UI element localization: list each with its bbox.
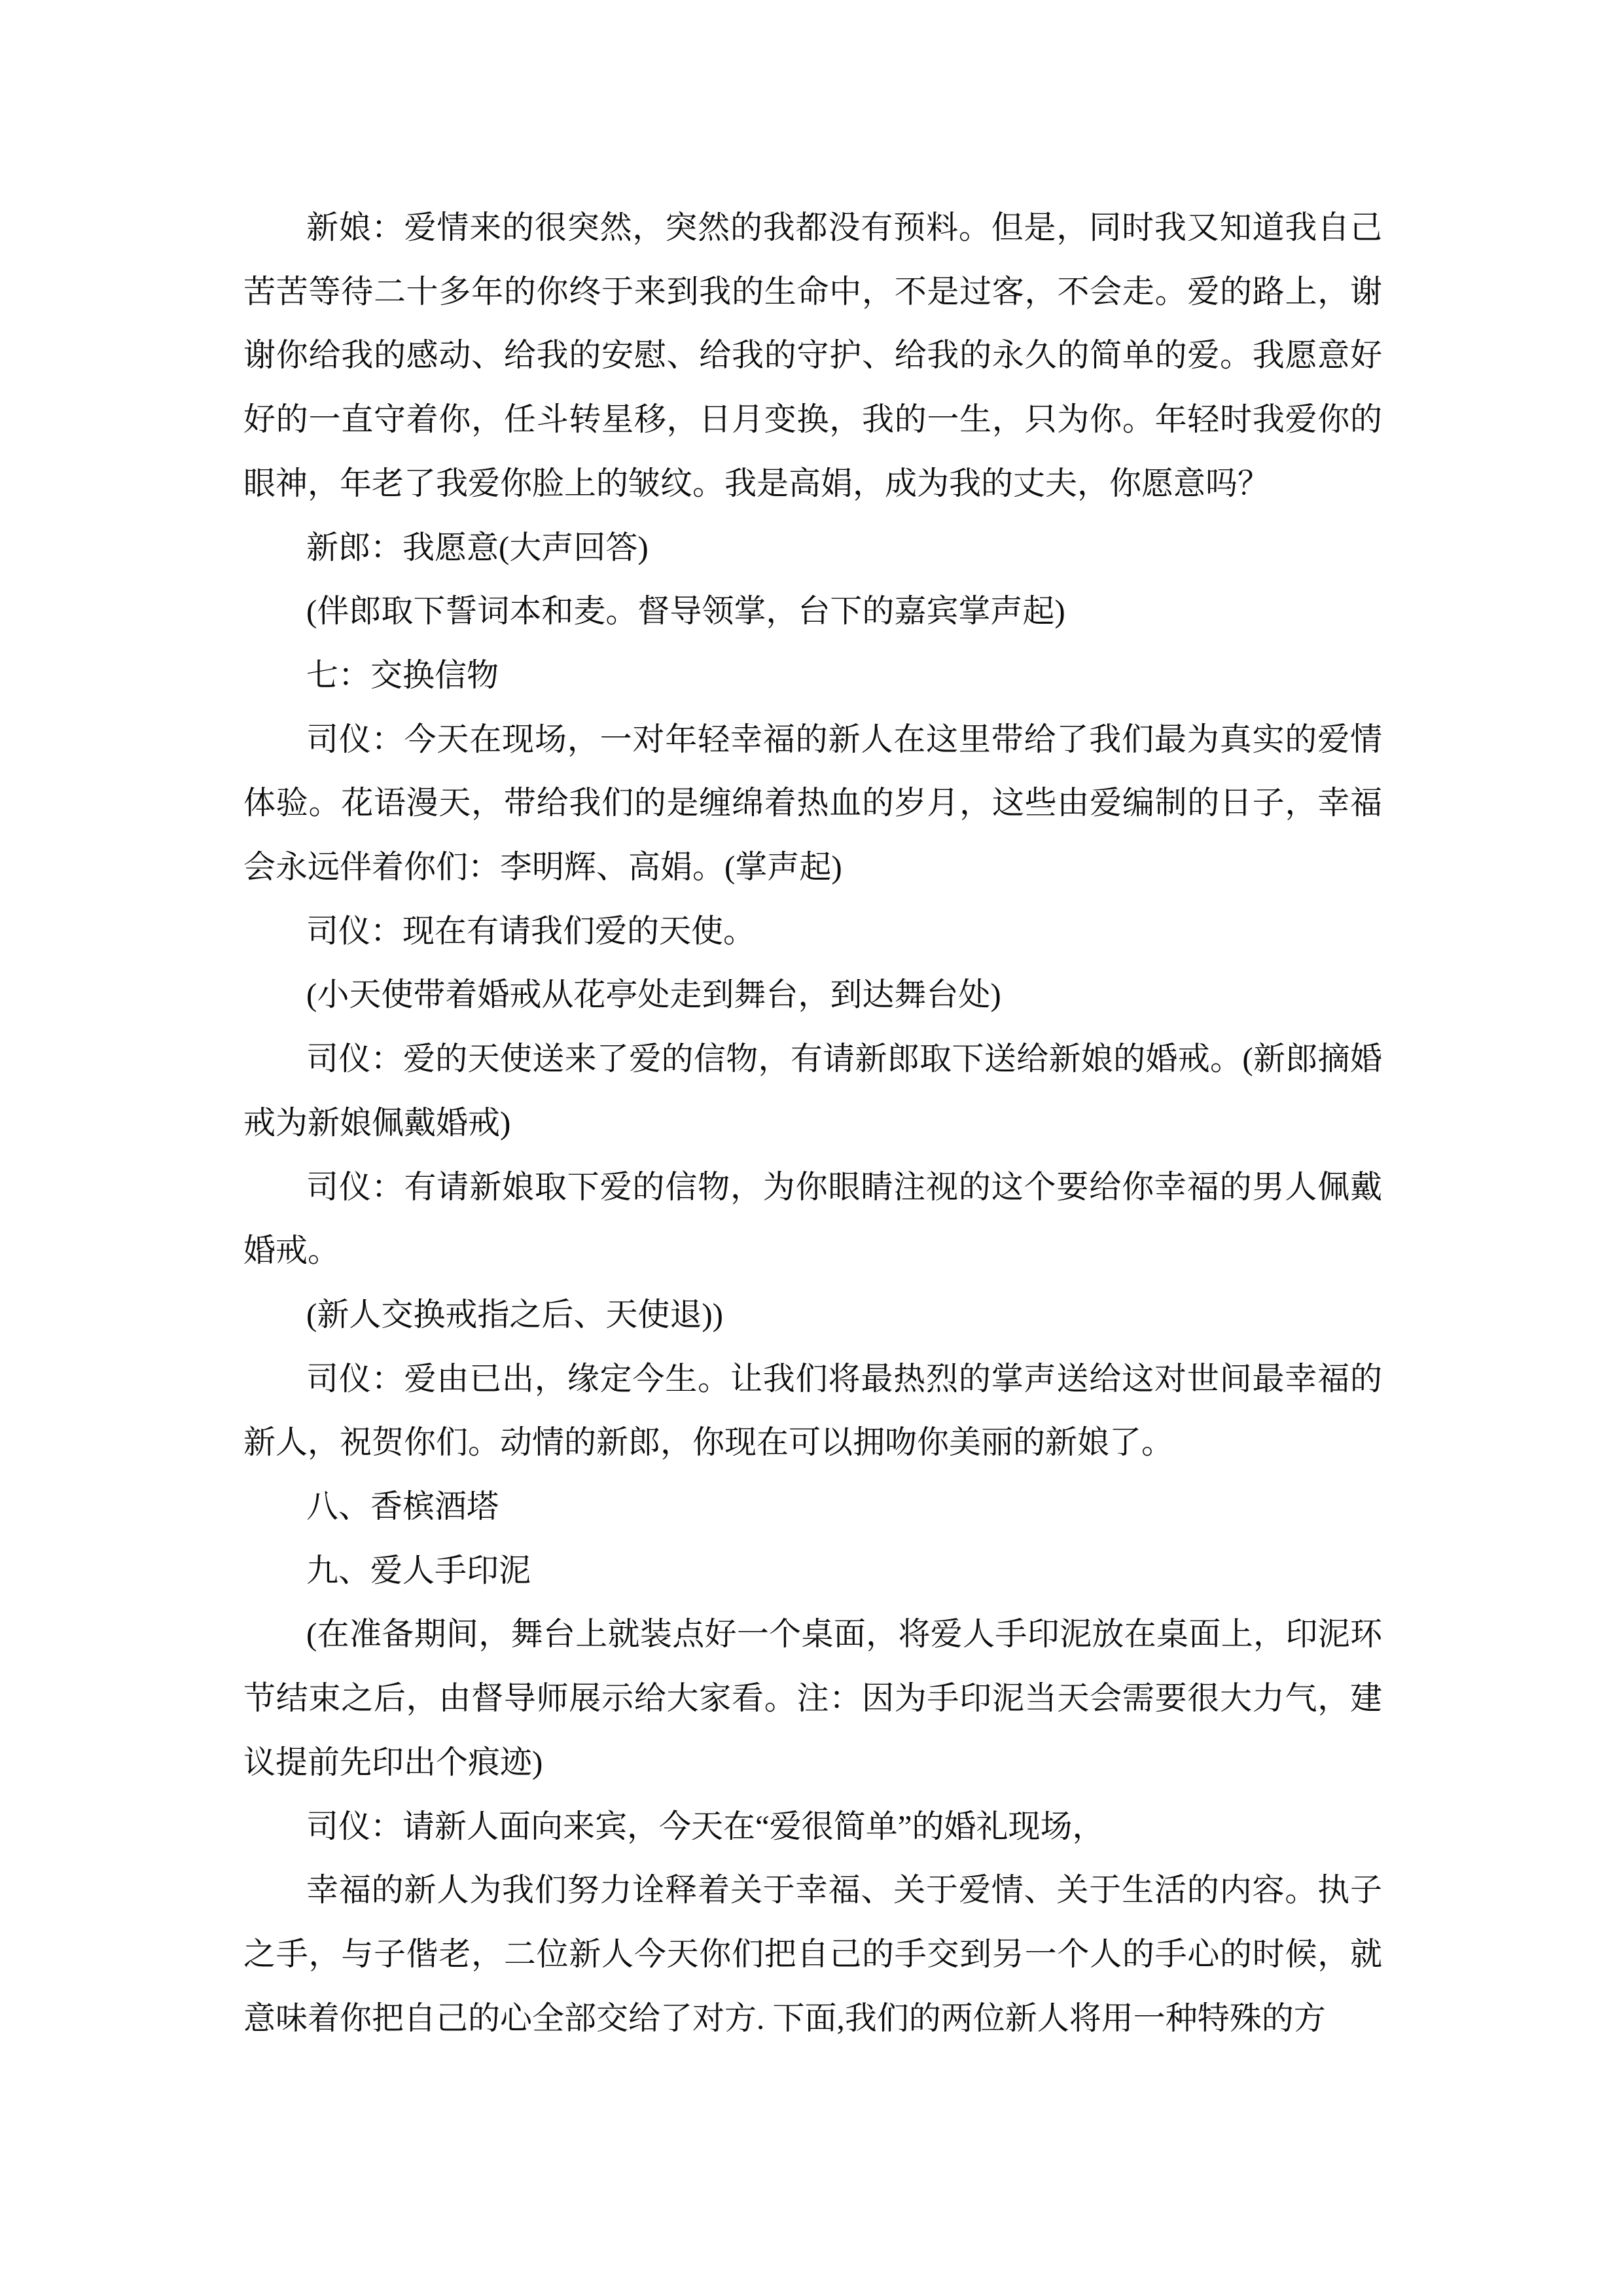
document-text-block	[243, 196, 1382, 2050]
paragraph-emcee-groom-ring: 司仪：爱的天使送来了爱的信物，有请新郎取下送给新娘的婚戒。(新郎摘婚戒为新娘佩戴婚戒)	[243, 1041, 1382, 1141]
paragraph-emcee-intro-couple: 司仪：今天在现场，一对年轻幸福的新人在这里带给了我们最为真实的爱情体验。花语漫天，带给我们的是缠绵着热血的岁月，这些由爱编制的日子，幸福会永远伴着你们：李明辉、高娟。(掌声起)	[243, 721, 1382, 886]
paragraph-stage-direction-angel: (小天使带着婚戒从花亭处走到舞台，到达舞台处)	[306, 977, 1001, 1013]
section-heading-seven-exchange-tokens: 七：交换信物	[306, 656, 499, 693]
paragraph-emcee-face-guests: 司仪：请新人面向来宾，今天在“爱很简单”的婚礼现场，	[306, 1808, 1105, 1844]
paragraph-emcee-invite-angel: 司仪：现在有请我们爱的天使。	[306, 912, 756, 949]
paragraph-emcee-applause-kiss: 司仪：爱由已出，缘定今生。让我们将最热烈的掌声送给这对世间最幸福的新人，祝贺你们。动情的新郎，你现在可以拥吻你美丽的新娘了。	[243, 1360, 1382, 1461]
paragraph-stage-direction-handprint-prep: (在准备期间，舞台上就装点好一个桌面，将爱人手印泥放在桌面上，印泥环节结束之后，由督导师展示给大家看。注：因为手印泥当天会需要很大力气，建议提前先印出个痕迹)	[243, 1616, 1382, 1780]
paragraph-groom-answer: 新郎：我愿意(大声回答)	[306, 529, 649, 565]
paragraph-emcee-hand-in-hand: 幸福的新人为我们努力诠释着关于幸福、关于爱情、关于生活的内容。执子之手，与子偕老，二位新人今天你们把自己的手交到另一个人的手心的时候，就意味着你把自己的心全部交给了对方. 下面,我们的两位新人将用一种特殊的方	[243, 1872, 1382, 2036]
paragraph-stage-direction-ring-exchange: (新人交换戒指之后、天使退))	[306, 1296, 723, 1333]
paragraph-bride-vow: 新娘：爱情来的很突然，突然的我都没有预料。但是，同时我又知道我自己苦苦等待二十多年的你终于来到我的生命中，不是过客，不会走。爱的路上，谢谢你给我的感动、给我的安慰、给我的守护、给我的永久的简单的爱。我愿意好好的一直守着你，任斗转星移，日月变换，我的一生，只为你。年轻时我爱你的眼神，年老了我爱你脸上的皱纹。我是高娟，成为我的丈夫，你愿意吗？	[243, 209, 1382, 501]
paragraph-emcee-bride-ring: 司仪：有请新娘取下爱的信物，为你眼睛注视的这个要给你幸福的男人佩戴婚戒。	[243, 1168, 1382, 1269]
paragraph-stage-direction-bestman: (伴郎取下誓词本和麦。督导领掌，台下的嘉宾掌声起)	[306, 593, 1065, 630]
section-heading-nine-handprint-clay: 九、爱人手印泥	[306, 1552, 531, 1588]
section-heading-eight-champagne-tower: 八、香槟酒塔	[306, 1488, 499, 1525]
